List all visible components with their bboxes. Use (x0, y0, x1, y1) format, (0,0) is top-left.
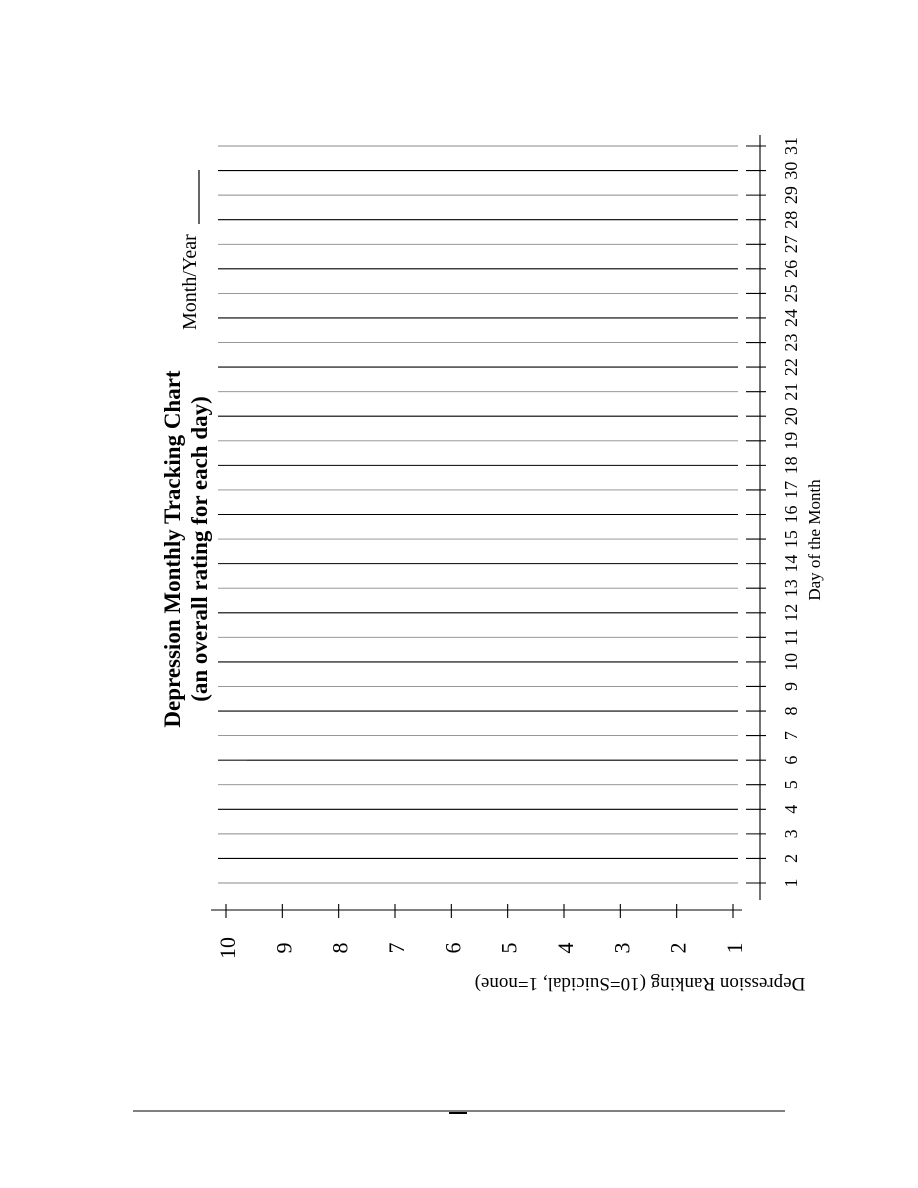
y-tick-label: 7 (384, 942, 409, 954)
x-tick-label: 2 (781, 853, 801, 863)
x-tick-label: 10 (781, 652, 801, 671)
chart-title: Depression Monthly Tracking Chart (160, 370, 185, 728)
x-tick-label: 24 (781, 308, 801, 327)
x-tick-label: 16 (781, 505, 801, 524)
x-tick-label: 8 (781, 706, 801, 716)
x-tick-label: 23 (781, 333, 801, 352)
x-tick-label: 13 (781, 579, 801, 598)
x-tick-label: 14 (781, 554, 801, 573)
x-tick-label: 22 (781, 358, 801, 377)
x-tick-label: 21 (781, 382, 801, 401)
x-tick-label: 29 (781, 186, 801, 205)
x-tick-label: 20 (781, 407, 801, 426)
x-tick-label: 27 (781, 235, 801, 254)
y-tick-label: 10 (215, 937, 240, 959)
x-tick-label: 30 (781, 161, 801, 180)
x-tick-label: 3 (781, 829, 801, 839)
x-tick-label: 28 (781, 210, 801, 229)
y-tick-label: 1 (722, 942, 747, 954)
x-tick-label: 26 (781, 259, 801, 278)
x-tick-label: 12 (781, 603, 801, 622)
x-tick-label: 7 (781, 731, 801, 741)
y-tick-labels (215, 937, 747, 959)
y-tick-label: 4 (553, 942, 578, 954)
chart-subtitle: (an overall rating for each day) (187, 396, 212, 702)
y-tick-label: 5 (496, 942, 522, 954)
x-tick-label: 9 (781, 681, 801, 691)
x-tick-label: 31 (781, 137, 801, 155)
y-tick-label: 9 (271, 942, 297, 954)
y-tick-label: 6 (440, 942, 466, 954)
y-axis-label: Depression Ranking (10=Suicidal, 1=none) (474, 973, 806, 994)
x-tick-label: 25 (781, 284, 801, 303)
x-tick-label: 4 (781, 804, 801, 814)
plot-area (211, 135, 766, 918)
x-tick-labels (781, 137, 801, 888)
x-tick-label: 11 (781, 628, 801, 647)
x-tick-label: 6 (781, 755, 801, 765)
month-year-label: Month/Year (179, 234, 201, 330)
y-tick-label: 8 (327, 942, 353, 954)
x-tick-label: 1 (781, 878, 801, 888)
x-tick-label: 15 (781, 530, 801, 549)
x-tick-label: 17 (781, 480, 801, 499)
x-tick-label: 19 (781, 431, 801, 450)
x-tick-label: 18 (781, 456, 801, 475)
y-tick-label: 2 (665, 942, 691, 954)
x-tick-label: 5 (781, 780, 801, 790)
y-tick-label: 3 (609, 942, 635, 954)
x-axis-label: Day of the Month (805, 479, 824, 601)
